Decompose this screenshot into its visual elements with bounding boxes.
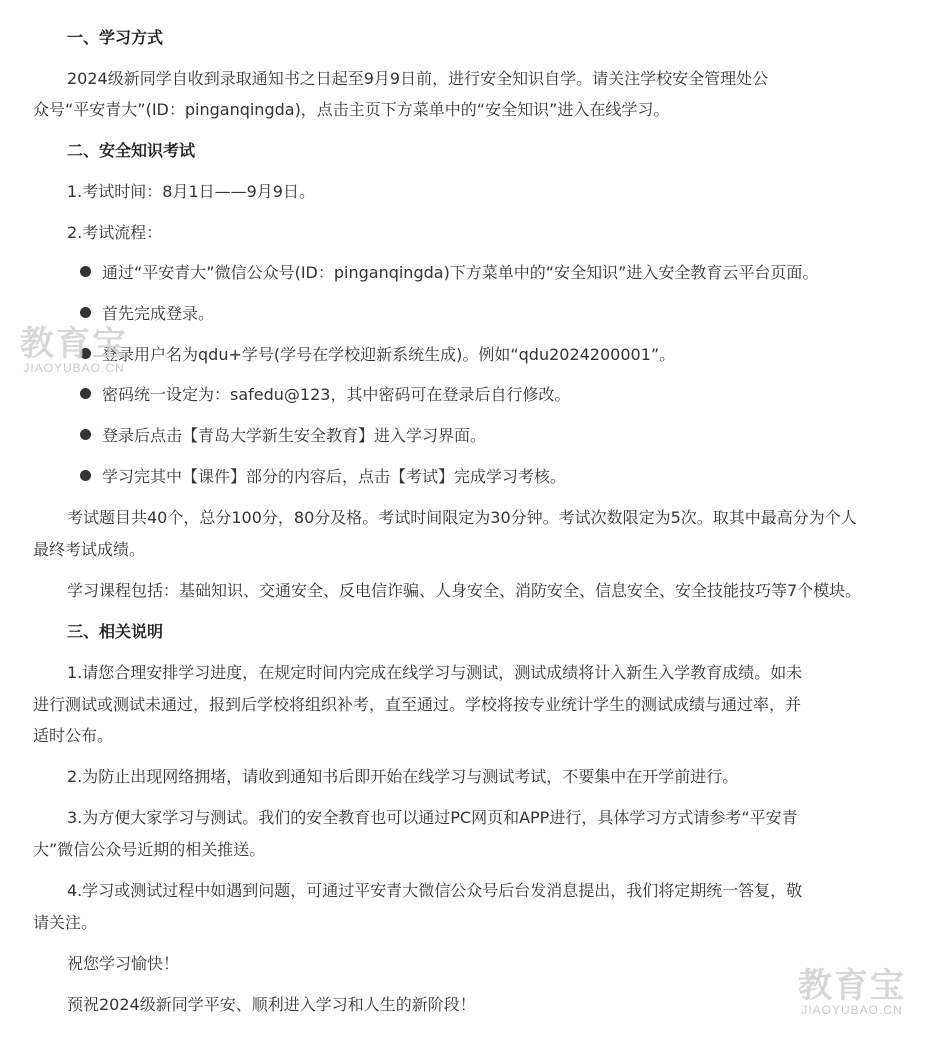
step-text: 登录用户名为qdu+学号(学号在学校迎新系统生成)。例如“qdu2024200001”。 xyxy=(102,345,676,364)
step-text: 登录后点击【青岛大学新生安全教育】进入学习界面。 xyxy=(102,426,487,445)
bullet-icon xyxy=(80,388,91,399)
note-1-line-1: 1.请您合理安排学习进度，在规定时间内完成在线学习与测试，测试成绩将计入新生入学教育成绩。如未 xyxy=(67,663,803,682)
section-1-paragraph-line-2: 众号“平安青大”(ID：pinganqingda)，点击主页下方菜单中的“安全知识”进入在线学习。 xyxy=(33,100,670,119)
note-2: 2.为防止出现网络拥堵，请收到通知书后即开始在线学习与测试考试，不要集中在开学前进行。 xyxy=(67,767,739,786)
watermark-logo-left xyxy=(14,326,134,375)
step-text: 通过“平安青大”微信公众号(ID：pinganqingda)下方菜单中的“安全知识”进入安全教育云平台页面。 xyxy=(102,263,819,282)
note-3-line-1: 3.为方便大家学习与测试。我们的安全教育也可以通过PC网页和APP进行，具体学习方式请参考“平安青 xyxy=(67,808,798,827)
exam-time: 1.考试时间：8月1日——9月9日。 xyxy=(67,182,315,201)
list-item xyxy=(80,338,907,372)
list-item xyxy=(80,378,907,412)
exam-process-label: 2.考试流程： xyxy=(67,223,163,242)
note-1-line-3: 适时公布。 xyxy=(33,726,114,745)
note-1-line-2: 进行测试或测试未通过，报到后学校将组织补考，直至通过。学校将按专业统计学生的测试成绩与通过率，并 xyxy=(33,695,802,714)
list-item xyxy=(80,460,907,494)
section-1-heading: 一、学习方式 xyxy=(67,28,164,47)
step-text: 首先完成登录。 xyxy=(102,304,215,323)
course-modules: 学习课程包括：基础知识、交通安全、反电信诈骗、人身安全、消防安全、信息安全、安全技能技巧等7个模块。 xyxy=(67,581,862,600)
watermark-logo-url: JIAOYUBAO.CN xyxy=(801,1003,903,1017)
step-text: 学习完其中【课件】部分的内容后，点击【考试】完成学习考核。 xyxy=(102,467,567,486)
bullet-icon xyxy=(80,429,91,440)
watermark-logo-url: JIAOYUBAO.CN xyxy=(23,361,125,375)
note-4-line-1: 4.学习或测试过程中如遇到问题，可通过平安青大微信公众号后台发消息提出，我们将定期统一答复，敬 xyxy=(67,881,803,900)
bullet-icon xyxy=(80,266,91,277)
bullet-icon xyxy=(80,470,91,481)
note-4-line-2: 请关注。 xyxy=(33,913,98,932)
watermark-logo-text: 教育宝 xyxy=(20,324,128,364)
closing-wish: 预祝2024级新同学平安、顺利进入学习和人生的新阶段！ xyxy=(67,995,476,1014)
watermark-logo-text: 教育宝 xyxy=(798,966,906,1006)
list-item xyxy=(80,297,907,331)
bullet-icon xyxy=(80,307,91,318)
section-1-paragraph-line-1: 2024级新同学自收到录取通知书之日起至9月9日前，进行安全知识自学。请关注学校安全管理处公 xyxy=(67,69,769,88)
watermark-logo-right xyxy=(792,968,912,1017)
closing-greeting: 祝您学习愉快！ xyxy=(67,954,180,973)
note-3-line-2: 大”微信公众号近期的相关推送。 xyxy=(33,840,266,859)
section-3-heading: 三、相关说明 xyxy=(67,622,164,641)
section-2-heading: 二、安全知识考试 xyxy=(67,141,196,160)
step-text: 密码统一设定为：safedu@123，其中密码可在登录后自行修改。 xyxy=(102,385,571,404)
list-item xyxy=(80,256,907,290)
exam-rules-line-2: 最终考试成绩。 xyxy=(33,540,146,559)
exam-rules-line-1: 考试题目共40个，总分100分，80分及格。考试时间限定为30分钟。考试次数限定为5次。取其中最高分为个人 xyxy=(67,508,857,527)
list-item xyxy=(80,419,907,453)
